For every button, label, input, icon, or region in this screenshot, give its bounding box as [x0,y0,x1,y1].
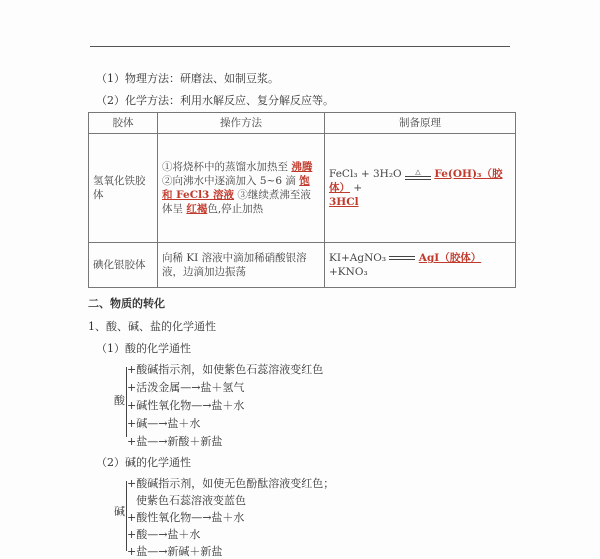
base-heading: （2）碱的化学通性 [96,456,191,469]
colloid-name: 碘化银胶体 [89,243,158,288]
acid-item: +酸碱指示剂，如使紫色石蕊溶液变红色 [127,363,324,376]
eq-right: +KNO₃ [329,266,368,278]
operation-cell [158,134,325,243]
answer-fecl3: 饱和 FeCl3 溶液 [162,175,310,201]
base-item: 使紫色石蕊溶液变蓝色 [136,494,246,507]
answer-boiling: 沸腾 [291,161,313,173]
equals-sign [389,256,415,260]
answer-color: 红褐 [186,203,208,215]
acid-item: +碱—→盐＋水 [127,417,201,430]
acid-label: 酸 [114,394,125,407]
op-step-3: ③继续煮沸至液体呈 [162,189,311,215]
header-colloid: 胶体 [89,113,158,134]
physical-method: （1）物理方法：研磨法、如制豆浆。 [96,72,279,85]
acid-item: +盐—→新酸＋新盐 [127,435,223,448]
eq-left: KI+AgNO₃ [329,252,387,264]
section-title: 二、物质的转化 [88,297,165,310]
chemical-method: （2）化学方法：利用水解反应、复分解反应等。 [96,94,334,107]
acid-heading: （1）酸的化学通性 [96,342,191,355]
principle-cell [325,243,516,288]
table-row [89,243,516,288]
subsection-title: 1、酸、碱、盐的化学通性 [88,320,216,333]
base-item: +酸碱指示剂，如使无色酚酞溶液变红色； [127,477,335,490]
heat-symbol: △ [415,167,421,176]
answer-hcl: 3HCl [329,196,359,208]
eq-left: FeCl₃ + 3H₂O [329,168,402,180]
answer-feoh3: Fe(OH)₃（胶体） [329,168,503,194]
base-label: 碱 [114,505,125,518]
op-step-2: ②向沸水中逐滴加入 5~6 滴 [162,175,296,187]
base-item: +酸—→盐＋水 [127,528,201,541]
base-item: +盐—→新碱＋新盐 [127,545,223,558]
header-principle: 制备原理 [325,113,516,134]
acid-item: +活泼金属—→盐＋氢气 [127,381,245,394]
table-row [89,134,516,243]
base-item: +酸性氧化物—→盐＋水 [127,511,245,524]
operation-cell: 向稀 KI 溶液中滴加稀硝酸银溶液，边滴加边振荡 [158,243,325,288]
header-operation: 操作方法 [158,113,325,134]
header-rule [90,46,510,47]
acid-item: +碱性氧化物—→盐＋水 [127,399,245,412]
principle-cell [325,134,516,243]
heat-equals-sign [405,169,431,180]
colloid-table [88,112,516,288]
op-step-4: 色,停止加热 [207,203,264,215]
answer-agi: AgI（胶体） [418,252,482,264]
op-step-1: ①将烧杯中的蒸馏水加热至 [162,161,288,173]
colloid-name: 氢氧化铁胶体 [89,134,158,243]
eq-plus: + [353,182,363,194]
